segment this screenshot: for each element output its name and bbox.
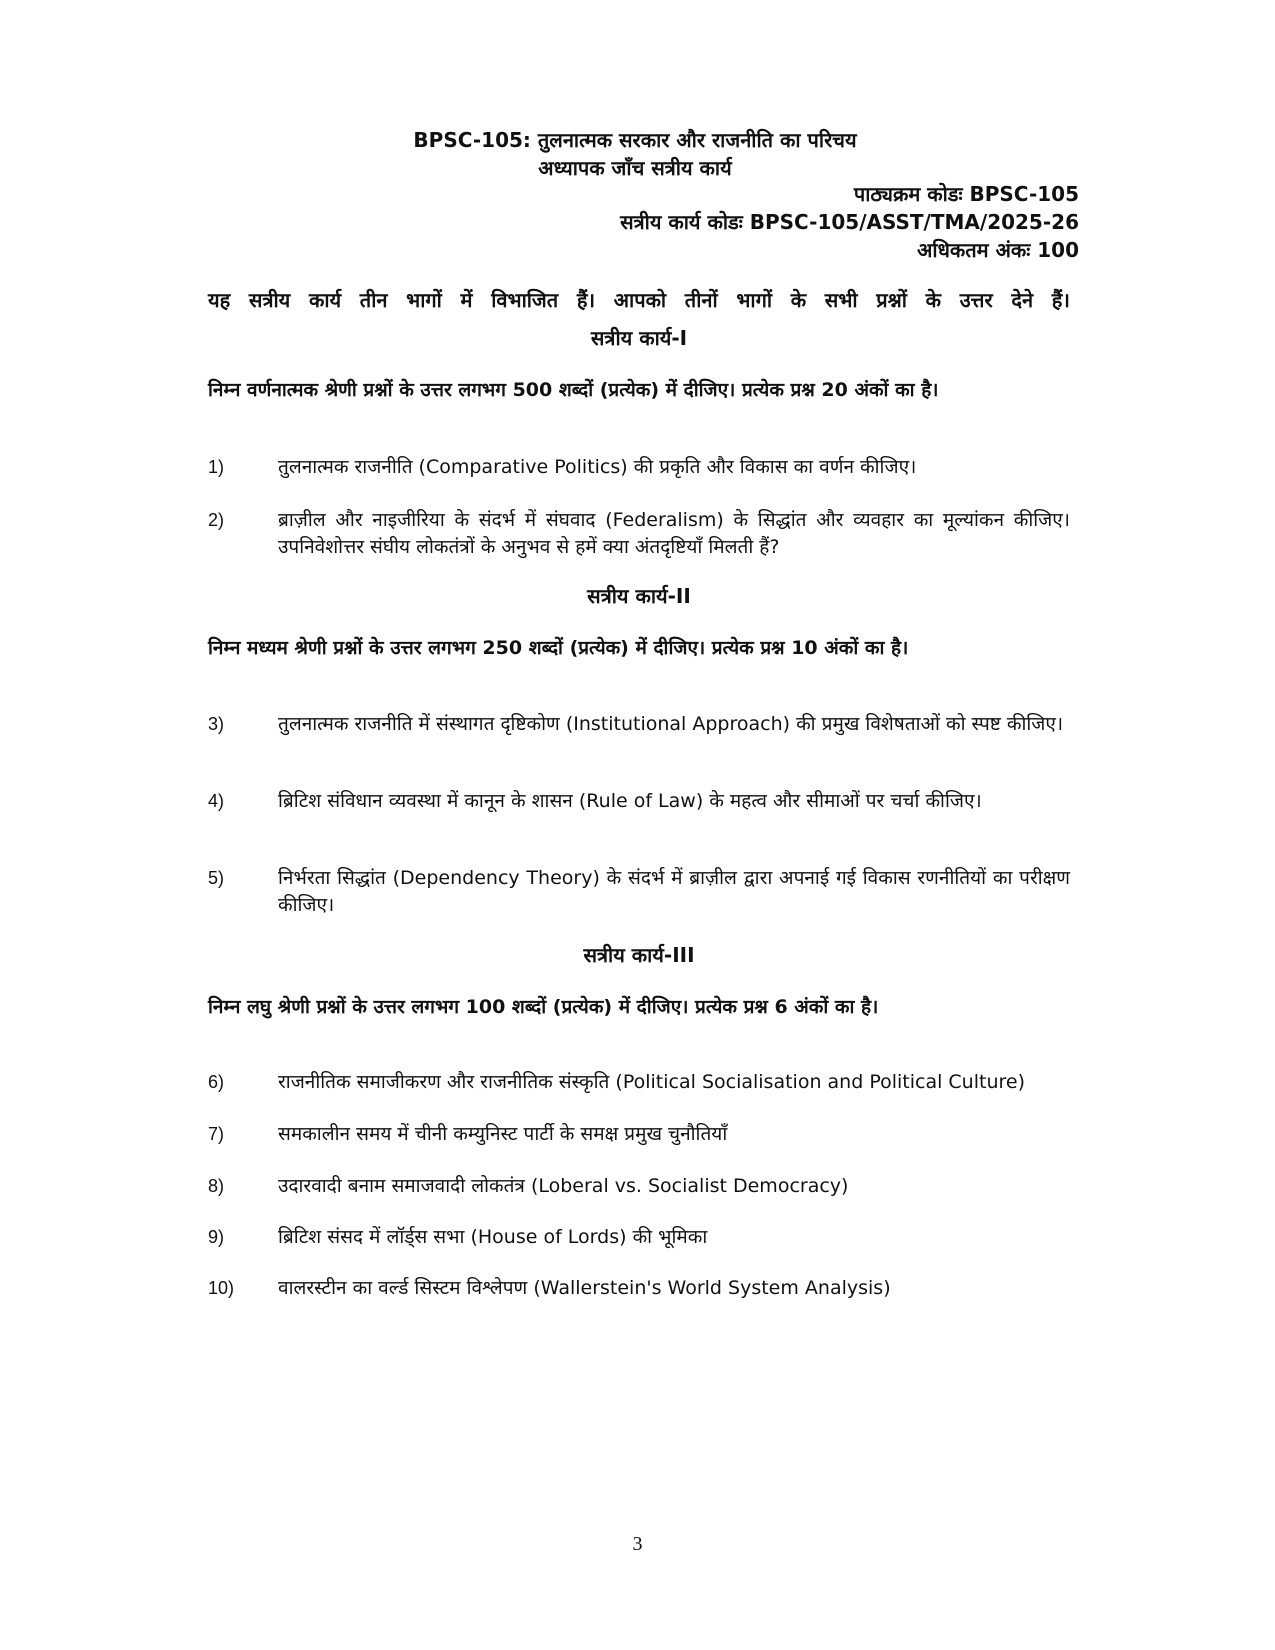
section-heading-2: सत्रीय कार्य-II [587,584,691,608]
question-item [208,865,1070,919]
question-item [208,1173,1070,1200]
section-heading-3: सत्रीय कार्य-III [583,943,695,967]
document-title [200,126,1070,182]
page-number: 3 [632,1533,643,1555]
question-item [208,454,1070,481]
question-item [208,507,1070,561]
question-item [208,1275,1070,1302]
code-block [620,180,1079,264]
title-line-2: अध्यापक जाँच सत्रीय कार्य [538,156,732,180]
section-instruction-1: निम्न वर्णनात्मक श्रेणी प्रश्नों के उत्तर लगभग 500 शब्दों (प्रत्येक) में दीजिए। प्रत्येक प्रश्न 20 अंकों का है। [208,379,939,401]
question-number: 4) [208,791,225,811]
section-heading-1: सत्रीय कार्य-I [590,326,688,350]
question-number: 1) [208,457,225,477]
title-line-1: BPSC-105: तुलनात्मक सरकार और राजनीति का परिचय [413,128,857,152]
question-text: ब्रिटिश संविधान व्यवस्था में कानून के शासन (Rule of Law) के महत्व और सीमाओं पर चर्चा कीजिए। [278,790,982,812]
question-text: उदारवादी बनाम समाजवादी लोकतंत्र (Loberal vs. Socialist Democracy) [278,1175,849,1197]
question-number: 6) [208,1072,225,1092]
question-number: 7) [208,1124,225,1144]
section-instruction-2: निम्न मध्यम श्रेणी प्रश्नों के उत्तर लगभग 250 शब्दों (प्रत्येक) में दीजिए। प्रत्येक प्रश्न 10 अंकों का है। [208,637,909,659]
question-text: तुलनात्मक राजनीति में संस्थागत दृष्टिकोण (Institutional Approach) की प्रमुख विशेषताओं को स्पष्ट कीजिए। [278,713,1064,735]
question-number: 8) [208,1176,225,1196]
question-number: 9) [208,1227,225,1247]
question-text: निर्भरता सिद्धांत (Dependency Theory) के संदर्भ में ब्राज़ील द्वारा अपनाई गई विकास रणनीतियों का परीक्षण कीजिए। [278,867,1070,916]
question-item [208,788,1070,815]
question-item [208,1069,1070,1096]
course-code: पाठ्यक्रम कोडः BPSC-105 [853,182,1079,206]
question-item [208,1224,1070,1251]
assignment-code: सत्रीय कार्य कोडः BPSC-105/ASST/TMA/2025-26 [620,210,1079,234]
question-text: ब्राज़ील और नाइजीरिया के संदर्भ में संघवाद (Federalism) के सिद्धांत और व्यवहार का मूल्यांकन कीजिए। उपनिवेशोत्तर संघीय लोकतंत्रों के अनुभव से हमें क्या अंतदृष्टियाँ मिलती हैं? [278,509,1070,558]
question-text: वालरस्टीन का वर्ल्ड सिस्टम विश्लेपण (Wallerstein's World System Analysis) [278,1277,891,1299]
question-text: तुलनात्मक राजनीति (Comparative Politics) की प्रकृति और विकास का वर्णन कीजिए। [278,456,917,478]
question-number: 5) [208,868,225,888]
question-number: 3) [208,714,225,734]
question-text: ब्रिटिश संसद में लॉर्ड्स सभा (House of Lords) की भूमिका [278,1226,708,1248]
question-item [208,1121,1070,1148]
question-item [208,711,1070,738]
question-text: समकालीन समय में चीनी कम्युनिस्ट पार्टी के समक्ष प्रमुख चुनौतियाँ [278,1123,728,1145]
question-number: 2) [208,510,225,530]
max-marks: अधिकतम अंकः 100 [917,238,1079,262]
intro-text: यह सत्रीय कार्य तीन भागों में विभाजित हैं। आपको तीनों भागों के सभी प्रश्नों के उत्तर देने हैं। [208,288,1070,312]
question-number: 10) [208,1278,235,1298]
question-text: राजनीतिक समाजीकरण और राजनीतिक संस्कृति (Political Socialisation and Political Culture) [278,1071,1025,1093]
section-instruction-3: निम्न लघु श्रेणी प्रश्नों के उत्तर लगभग 100 शब्दों (प्रत्येक) में दीजिए। प्रत्येक प्रश्न 6 अंकों का है। [208,996,879,1018]
